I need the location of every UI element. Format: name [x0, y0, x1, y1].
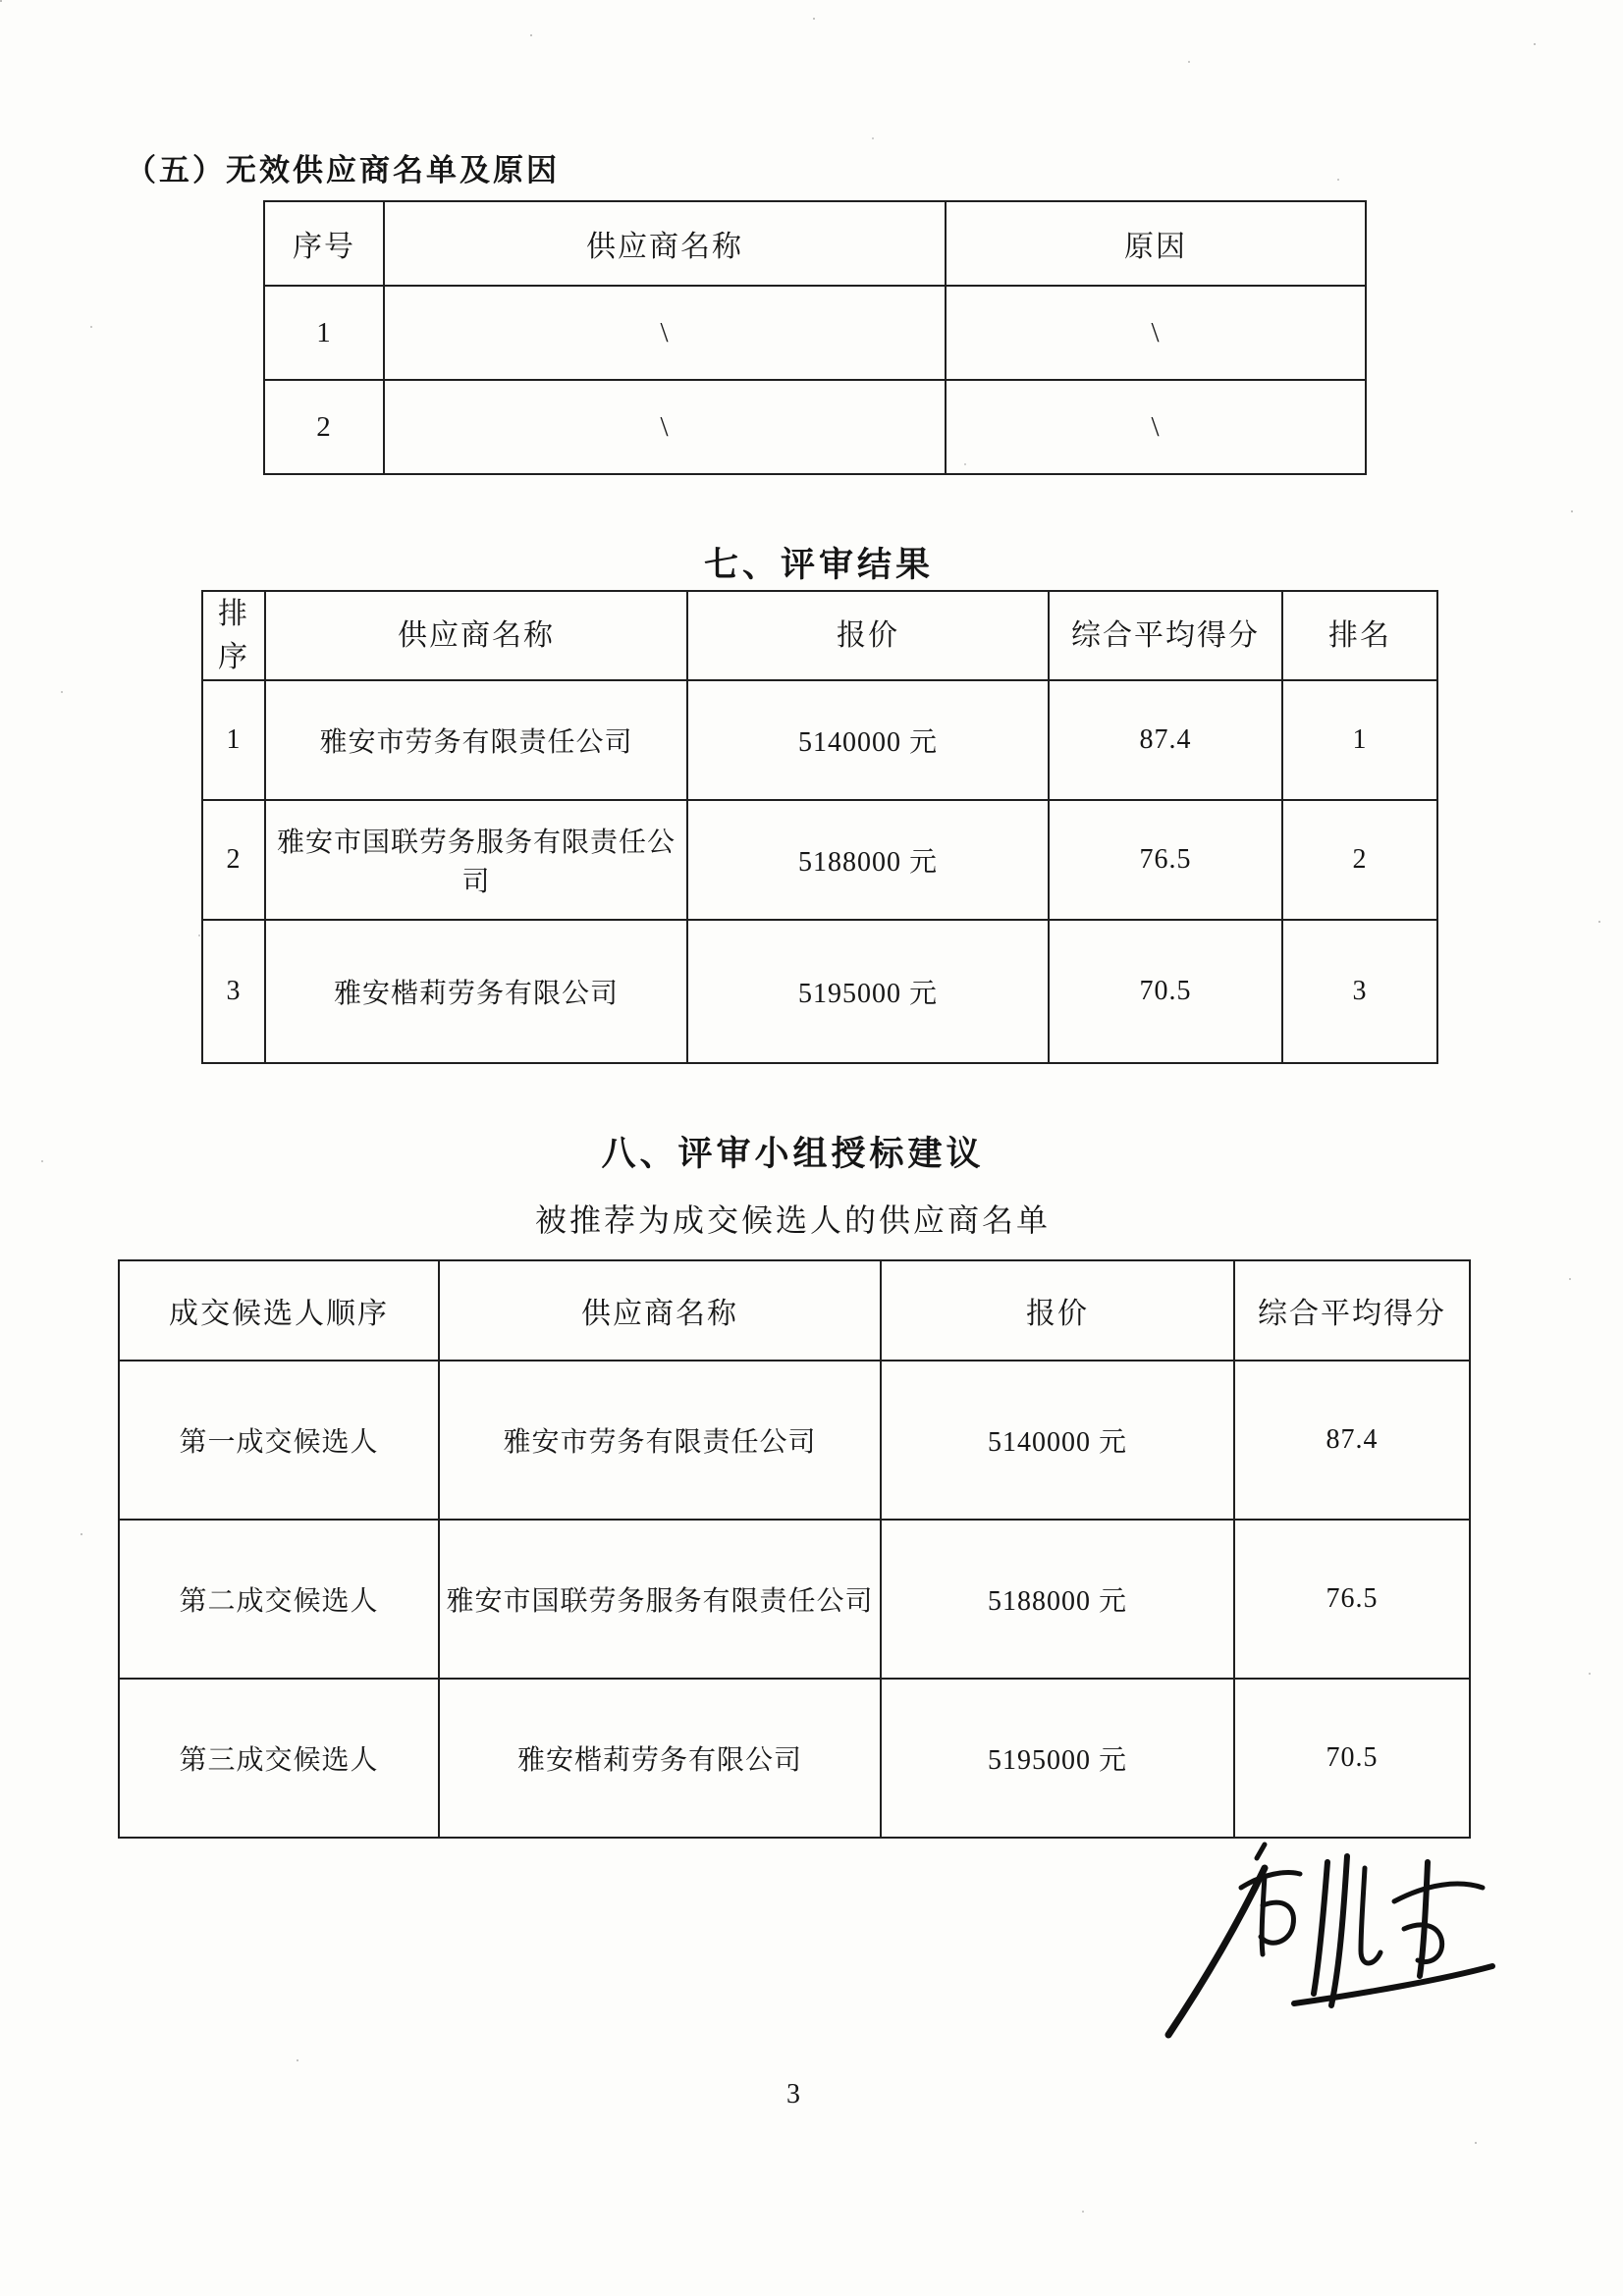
table-cell: 1 [264, 286, 384, 380]
table-row [202, 920, 1437, 1063]
table-cell: 3 [202, 920, 265, 1063]
table-cell: 雅安市国联劳务服务有限责任公司 [439, 1520, 881, 1679]
table-cell: 5188000 元 [881, 1520, 1234, 1679]
table-row [264, 286, 1366, 380]
table-cell: 5195000 元 [881, 1679, 1234, 1838]
table-cell: 76.5 [1234, 1520, 1470, 1679]
table-row [119, 1520, 1470, 1679]
column-header-ranking: 排名 [1282, 591, 1437, 680]
table-cell: 第一成交候选人 [119, 1361, 439, 1520]
table-cell: 2 [1282, 800, 1437, 920]
section-five-heading: （五）无效供应商名单及原因 [126, 153, 560, 187]
column-header-supplier: 供应商名称 [439, 1260, 881, 1361]
table-cell: 雅安市劳务有限责任公司 [265, 680, 687, 800]
table-cell: \ [384, 380, 946, 474]
table-cell: 雅安楷莉劳务有限公司 [439, 1679, 881, 1838]
column-header-supplier: 供应商名称 [384, 201, 946, 286]
column-header-supplier: 供应商名称 [265, 591, 687, 680]
scan-noise-dots [0, 0, 2, 2]
column-header-price: 报价 [881, 1260, 1234, 1361]
table-row [264, 380, 1366, 474]
table-row [119, 1361, 1470, 1520]
table-cell: 70.5 [1049, 920, 1282, 1063]
table-cell: 雅安市劳务有限责任公司 [439, 1361, 881, 1520]
column-header-seq: 序号 [264, 201, 384, 286]
column-header-avg-score: 综合平均得分 [1049, 591, 1282, 680]
column-header-price: 报价 [687, 591, 1049, 680]
table-cell: 1 [1282, 680, 1437, 800]
column-header-avg-score: 综合平均得分 [1234, 1260, 1470, 1361]
table-cell: 5188000 元 [687, 800, 1049, 920]
table-cell: 第二成交候选人 [119, 1520, 439, 1679]
section-seven-title: 七、评审结果 [703, 546, 934, 584]
page-number: 3 [786, 2079, 800, 2109]
column-header-candidate-order: 成交候选人顺序 [119, 1260, 439, 1361]
table-cell: 5195000 元 [687, 920, 1049, 1063]
table-cell: 雅安楷莉劳务有限公司 [265, 920, 687, 1063]
section-eight-title: 八、评审小组授标建议 [601, 1135, 985, 1173]
table-cell: 2 [264, 380, 384, 474]
column-header-reason: 原因 [946, 201, 1366, 286]
table-cell: 3 [1282, 920, 1437, 1063]
table-row [202, 800, 1437, 920]
evaluation-results-table [201, 590, 1438, 1064]
table-cell: \ [946, 380, 1366, 474]
table-cell: \ [946, 286, 1366, 380]
table-cell: 76.5 [1049, 800, 1282, 920]
award-candidates-table [118, 1259, 1471, 1839]
table-row [202, 680, 1437, 800]
table-cell: 2 [202, 800, 265, 920]
table-header-row [202, 591, 1437, 680]
signature-handwriting [1147, 1811, 1510, 2056]
table-cell: 5140000 元 [881, 1361, 1234, 1520]
table-cell: \ [384, 286, 946, 380]
table-cell: 5140000 元 [687, 680, 1049, 800]
table-cell: 第三成交候选人 [119, 1679, 439, 1838]
table-cell: 87.4 [1234, 1361, 1470, 1520]
table-cell: 1 [202, 680, 265, 800]
table-header-row [119, 1260, 1470, 1361]
table-header-row [264, 201, 1366, 286]
section-eight-subtitle: 被推荐为成交候选人的供应商名单 [534, 1202, 1051, 1238]
table-cell: 雅安市国联劳务服务有限责任公司 [265, 800, 687, 920]
table-cell: 87.4 [1049, 680, 1282, 800]
invalid-suppliers-table [263, 200, 1367, 475]
table-cell: 70.5 [1234, 1679, 1470, 1838]
column-header-rank-order: 排序 [202, 591, 265, 680]
